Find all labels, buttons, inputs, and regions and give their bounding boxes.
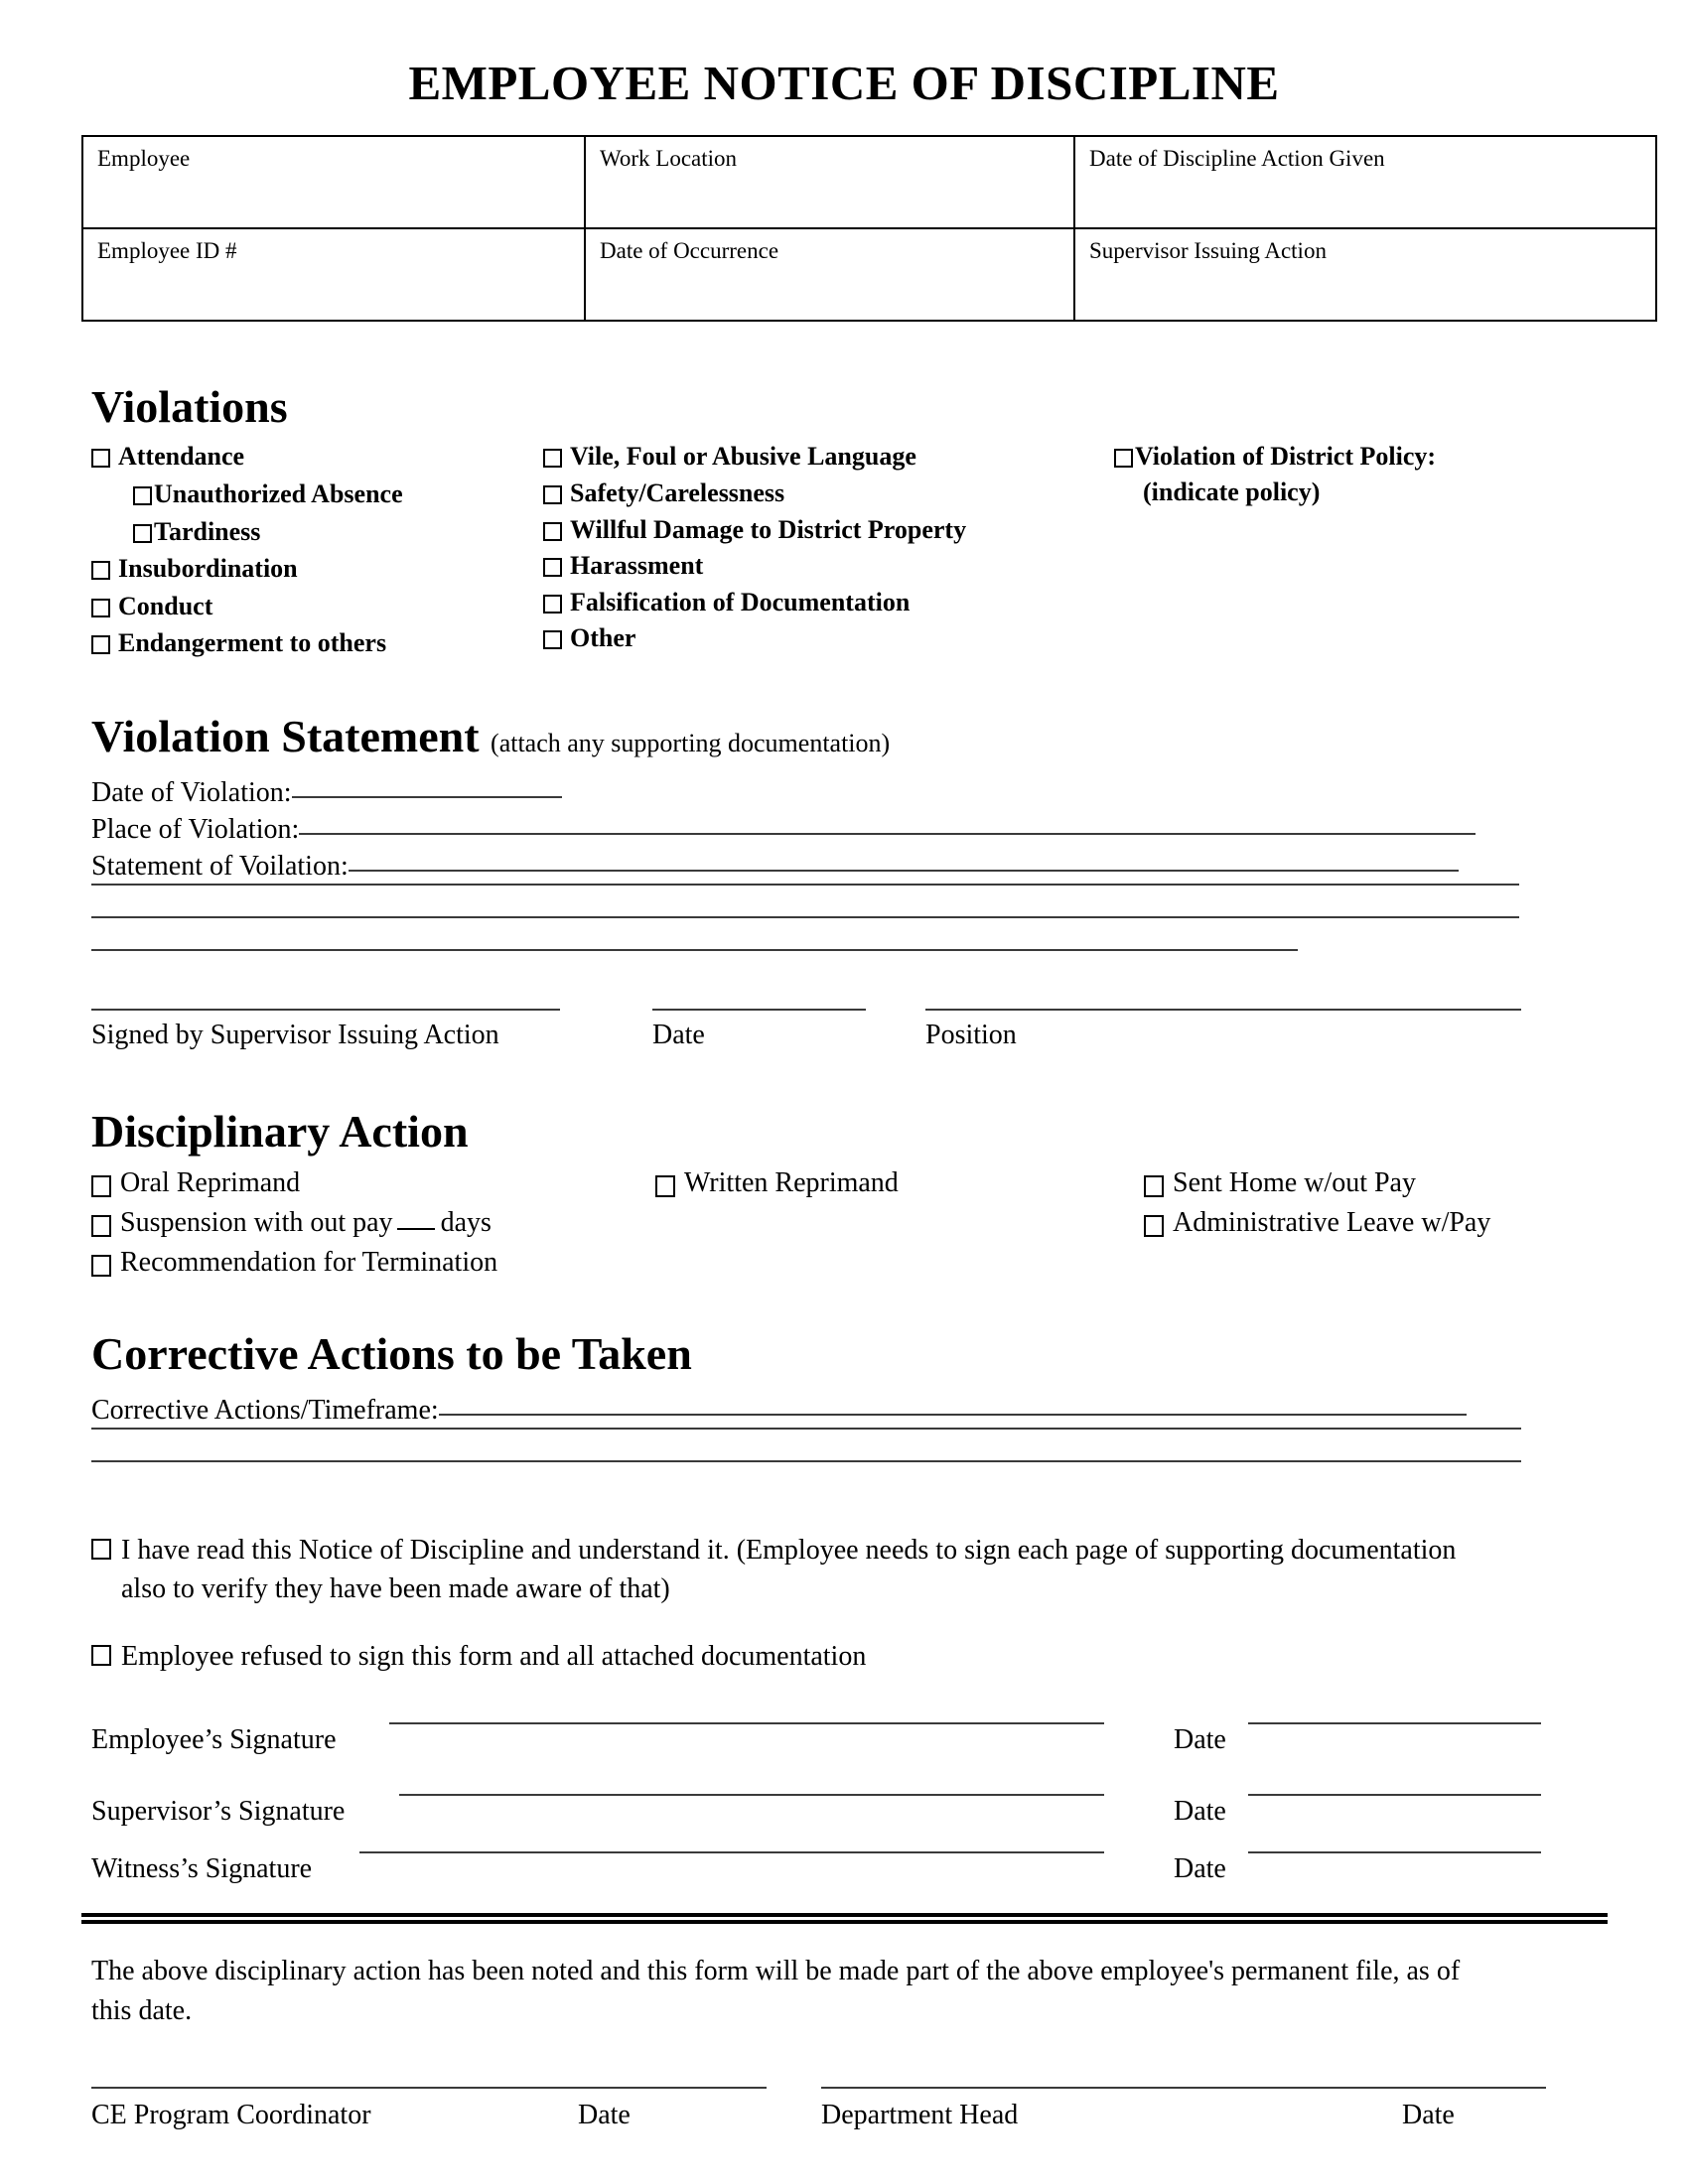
violation-conduct[interactable] (91, 593, 543, 620)
violation-statement-heading (91, 710, 1688, 761)
violation-label: Tardiness (154, 516, 261, 546)
action-label: Suspension with out pay (120, 1206, 393, 1238)
checkbox-icon[interactable] (543, 630, 562, 649)
violation-district-policy-sublabel: (indicate policy) (1143, 477, 1321, 506)
footer-signature-block (91, 2086, 1688, 2155)
checkbox-icon[interactable] (91, 635, 110, 654)
date-given-label: Date of Discipline Action Given (1089, 146, 1385, 172)
cell-employee-id[interactable] (82, 228, 585, 321)
violation-label: Insubordination (118, 554, 298, 584)
cell-employee[interactable] (82, 136, 585, 228)
employee-header-table (81, 135, 1657, 322)
checkbox-icon[interactable] (543, 449, 562, 468)
statement-line-rule[interactable] (91, 915, 1519, 918)
corrective-actions-section (91, 1327, 1688, 1495)
position-rule[interactable] (925, 1008, 1521, 1011)
witness-date-rule[interactable] (1248, 1850, 1541, 1853)
violation-label: Unauthorized Absence (154, 478, 403, 508)
violation-other[interactable] (543, 624, 1114, 652)
checkbox-icon[interactable] (91, 561, 110, 580)
checkbox-icon[interactable] (1144, 1175, 1164, 1197)
checkbox-icon[interactable] (133, 486, 152, 505)
dept-head-label: Department Head (821, 2100, 1019, 2131)
violation-label: Violation of District Policy: (1135, 442, 1437, 472)
violation-label: Safety/Carelessness (570, 478, 785, 507)
violation-label: Other (570, 623, 636, 653)
corrective-actions-blank-line[interactable] (91, 1430, 1688, 1462)
acknowledgement-read-notice-text: I have read this Notice of Discipline and understand it. (Employee needs to sign each page of supporting documentation also to verify they have been made aware of that) (121, 1534, 1457, 1605)
cell-date-occurrence[interactable] (585, 228, 1074, 321)
action-label: Administrative Leave w/Pay (1173, 1206, 1491, 1238)
table-row (82, 228, 1656, 321)
violation-tardiness[interactable] (91, 518, 543, 546)
checkbox-icon[interactable] (91, 1539, 111, 1560)
action-label: Sent Home w/out Pay (1173, 1166, 1416, 1198)
checkbox-icon[interactable] (655, 1175, 675, 1197)
supervisor-date-label: Date (1174, 1795, 1226, 1827)
action-suspension-without-pay[interactable] (91, 1208, 492, 1238)
dept-head-signature-rule[interactable] (821, 2086, 1546, 2089)
corrective-actions-line-rule[interactable] (91, 1427, 1521, 1430)
violation-label: Harassment (570, 551, 704, 581)
work-location-label: Work Location (600, 146, 738, 172)
statement-blank-line[interactable] (91, 886, 1688, 918)
statement-line-rule[interactable] (91, 883, 1519, 886)
witness-signature-label: Witness’s Signature (91, 1852, 313, 1884)
statement-of-violation-input-rule[interactable] (349, 869, 1459, 872)
violation-district-policy[interactable] (1114, 443, 1551, 471)
violation-insubordination[interactable] (91, 555, 543, 583)
coordinator-label: CE Program Coordinator (91, 2100, 371, 2131)
statement-blank-line[interactable] (91, 951, 1688, 984)
violation-statement-heading-text: Violation Statement (91, 710, 480, 761)
violations-column-3 (1114, 443, 1551, 666)
checkbox-icon[interactable] (543, 522, 562, 541)
violations-section (91, 381, 1688, 666)
employee-id-label: Employee ID # (97, 238, 237, 264)
violations-heading: Violations (91, 381, 288, 433)
checkbox-icon[interactable] (91, 1255, 111, 1277)
signature-date-rule[interactable] (652, 1008, 866, 1011)
cell-supervisor[interactable] (1074, 228, 1656, 321)
place-of-violation-label: Place of Violation: (91, 813, 300, 845)
violation-label: Falsification of Documentation (570, 587, 911, 616)
violation-abusive-language[interactable] (543, 443, 1114, 471)
violation-label: Endangerment to others (118, 628, 387, 658)
cell-work-location[interactable] (585, 136, 1074, 228)
disciplinary-action-section (91, 1105, 1688, 1288)
checkbox-icon[interactable] (91, 1215, 111, 1237)
witness-signature-rule[interactable] (359, 1850, 1104, 1853)
employee-signature-label: Employee’s Signature (91, 1723, 337, 1755)
date-of-violation-label: Date of Violation: (91, 776, 292, 808)
action-label: Oral Reprimand (120, 1166, 301, 1198)
corrective-actions-line-rule[interactable] (91, 1459, 1521, 1462)
violation-willful-damage[interactable] (543, 516, 1114, 544)
dept-head-date-label: Date (1402, 2100, 1455, 2131)
cell-date-given[interactable] (1074, 136, 1656, 228)
action-administrative-leave-with-pay[interactable] (1144, 1208, 1490, 1238)
section-divider (81, 1913, 1608, 1924)
checkbox-icon[interactable] (543, 558, 562, 577)
action-written-reprimand[interactable] (655, 1168, 899, 1198)
violation-unauthorized-absence[interactable] (91, 480, 543, 508)
action-label-suffix: days (440, 1206, 492, 1238)
statement-of-violation-field[interactable] (91, 849, 1688, 886)
violation-statement-heading-note: (attach any supporting documentation) (491, 728, 891, 757)
statement-blank-line[interactable] (91, 918, 1688, 951)
violation-label: Attendance (118, 442, 245, 472)
checkbox-icon[interactable] (91, 599, 110, 617)
violation-endangerment[interactable] (91, 629, 543, 657)
position-label: Position (925, 1019, 1017, 1050)
violation-label: Conduct (118, 591, 213, 620)
acknowledgement-refused-sign[interactable] (91, 1637, 1481, 1677)
witness-signature-row (91, 1853, 1688, 1903)
signature-date-label: Date (652, 1019, 705, 1050)
violations-column-1 (91, 443, 543, 666)
supervisor-signature-row (91, 1008, 1688, 1069)
employee-signature-rule[interactable] (389, 1721, 1104, 1724)
checkbox-icon[interactable] (133, 524, 152, 543)
corrective-actions-blank-line[interactable] (91, 1462, 1688, 1495)
action-oral-reprimand[interactable] (91, 1168, 300, 1198)
employee-date-label: Date (1174, 1723, 1226, 1755)
action-label: Recommendation for Termination (120, 1246, 498, 1278)
coordinator-date-label: Date (578, 2100, 631, 2131)
violation-label: Willful Damage to District Property (570, 514, 967, 544)
violation-label: Vile, Foul or Abusive Language (570, 442, 916, 472)
action-sent-home-without-pay[interactable] (1144, 1168, 1416, 1198)
witness-date-label: Date (1174, 1852, 1226, 1884)
corrective-actions-heading: Corrective Actions to be Taken (91, 1327, 692, 1379)
checkbox-icon[interactable] (543, 485, 562, 504)
checkbox-icon[interactable] (91, 449, 110, 468)
statement-line-rule[interactable] (91, 948, 1298, 951)
employee-label: Employee (97, 146, 191, 172)
checkbox-icon[interactable] (1144, 1215, 1164, 1237)
action-label: Written Reprimand (684, 1166, 899, 1198)
supervisor-signature-rule[interactable] (399, 1793, 1104, 1796)
supervisor-date-rule[interactable] (1248, 1793, 1541, 1796)
corrective-actions-input-rule[interactable] (439, 1413, 1467, 1416)
signature-block (91, 1724, 1688, 1903)
statement-of-violation-label: Statement of Voilation: (91, 850, 349, 882)
checkbox-icon[interactable] (543, 595, 562, 614)
corrective-actions-label: Corrective Actions/Timeframe: (91, 1394, 439, 1426)
acknowledgement-read-notice[interactable] (91, 1531, 1481, 1610)
checkbox-icon[interactable] (1114, 449, 1133, 468)
employee-date-rule[interactable] (1248, 1721, 1541, 1724)
action-recommendation-termination[interactable] (91, 1248, 497, 1278)
disciplinary-action-heading: Disciplinary Action (91, 1105, 469, 1157)
checkbox-icon[interactable] (91, 1645, 111, 1666)
page-title: EMPLOYEE NOTICE OF DISCIPLINE (408, 56, 1280, 110)
place-of-violation-field[interactable] (91, 812, 1688, 849)
final-note-text: The above disciplinary action has been noted and this form will be made part of the above employee's permanent file, as of this date. (91, 1955, 1461, 2026)
supervisor-signature-label: Supervisor’s Signature (91, 1795, 346, 1827)
signed-by-rule[interactable] (91, 1008, 560, 1011)
coordinator-signature-rule[interactable] (91, 2086, 767, 2089)
violation-falsification[interactable] (543, 589, 1114, 616)
table-row (82, 136, 1656, 228)
violation-safety-carelessness[interactable] (543, 479, 1114, 507)
violation-attendance[interactable] (91, 443, 543, 471)
violation-statement-section (91, 710, 1688, 1069)
corrective-actions-field[interactable] (91, 1393, 1688, 1430)
violations-column-2 (543, 443, 1114, 666)
suspension-days-input-rule[interactable] (397, 1208, 435, 1230)
violation-harassment[interactable] (543, 552, 1114, 580)
supervisor-signature-row (91, 1796, 1688, 1853)
acknowledgements-section (91, 1531, 1481, 1677)
checkbox-icon[interactable] (91, 1175, 111, 1197)
acknowledgement-refused-sign-text: Employee refused to sign this form and all attached documentation (121, 1641, 867, 1673)
signed-by-label: Signed by Supervisor Issuing Action (91, 1019, 499, 1050)
date-occurrence-label: Date of Occurrence (600, 238, 779, 264)
employee-signature-row (91, 1724, 1688, 1796)
supervisor-label: Supervisor Issuing Action (1089, 238, 1327, 264)
date-of-violation-field[interactable] (91, 775, 1688, 812)
date-of-violation-input-rule[interactable] (292, 795, 562, 798)
place-of-violation-input-rule[interactable] (299, 832, 1476, 835)
